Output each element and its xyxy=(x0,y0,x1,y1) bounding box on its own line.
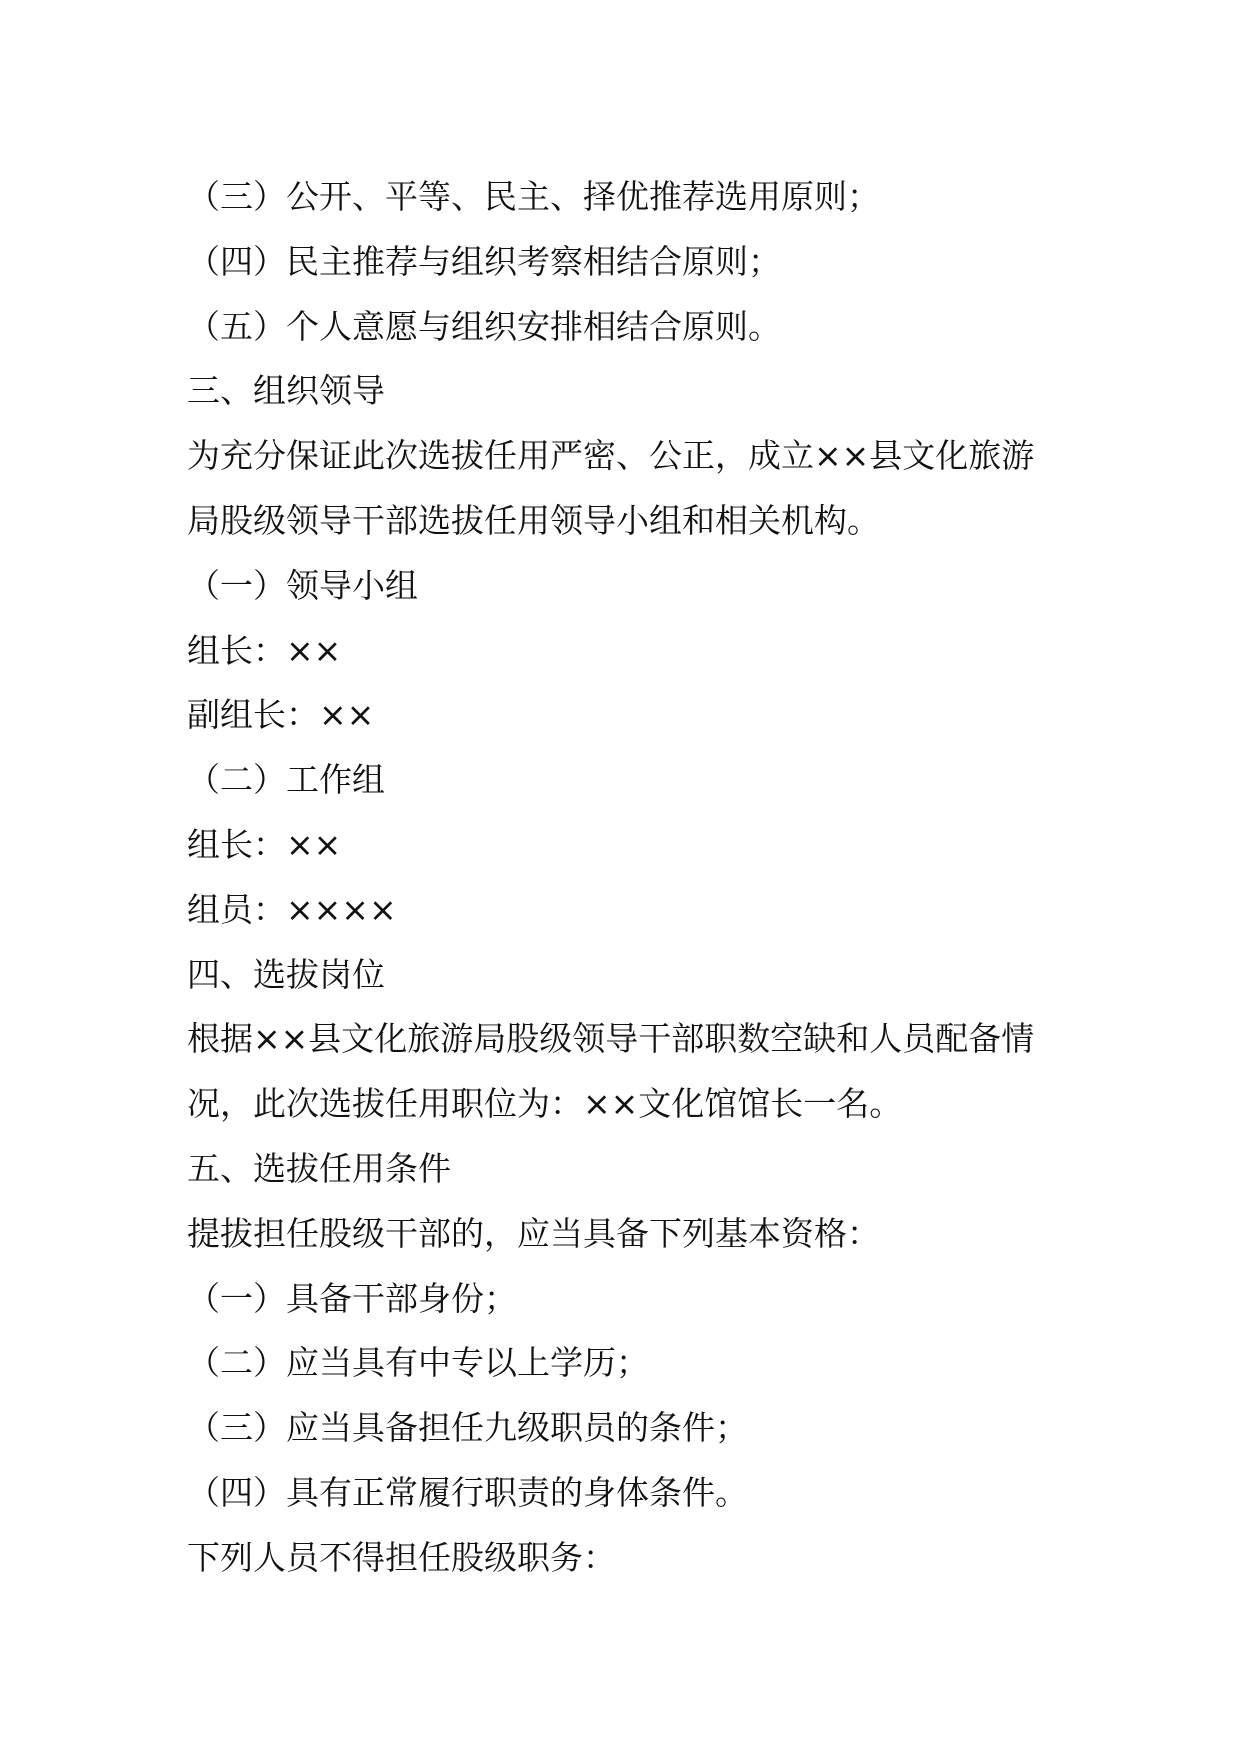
paragraph-line: 局股级领导干部选拔任用领导小组和相关机构。 xyxy=(187,500,880,540)
subheading-leading-group: （一）领导小组 xyxy=(187,565,418,605)
section-heading-organization: 三、组织领导 xyxy=(187,371,385,411)
condition-3: （三）应当具备担任九级职员的条件； xyxy=(187,1408,748,1448)
principle-5: （五）个人意愿与组织安排相结合原则。 xyxy=(187,306,781,346)
document-body xyxy=(187,165,1067,1591)
section-heading-positions: 四、选拔岗位 xyxy=(187,954,385,994)
paragraph-line: 下列人员不得担任股级职务： xyxy=(187,1537,616,1577)
principle-3: （三）公开、平等、民主、择优推荐选用原则； xyxy=(187,177,880,216)
condition-2: （二）应当具有中专以上学历； xyxy=(187,1343,649,1383)
paragraph-line: 为充分保证此次选拔任用严密、公正，成立××县文化旅游 xyxy=(187,436,1035,476)
condition-1: （一）具备干部身份； xyxy=(187,1278,517,1318)
leader-entry: 组长：×× xyxy=(187,630,342,670)
condition-4: （四）具有正常履行职责的身体条件。 xyxy=(187,1472,748,1512)
member-entry: 组员：×××× xyxy=(187,889,397,929)
paragraph-line: 根据××县文化旅游局股级领导干部职数空缺和人员配备情 xyxy=(187,1019,1035,1059)
deputy-leader-entry: 副组长：×× xyxy=(187,695,375,735)
paragraph-line: 提拔担任股级干部的，应当具备下列基本资格： xyxy=(187,1213,880,1253)
paragraph-line: 况，此次选拔任用职位为：××文化馆馆长一名。 xyxy=(187,1084,903,1124)
subheading-working-group: （二）工作组 xyxy=(187,760,385,800)
section-heading-conditions: 五、选拔任用条件 xyxy=(187,1148,451,1188)
principle-4: （四）民主推荐与组织考察相结合原则； xyxy=(187,241,781,281)
leader-entry: 组长：×× xyxy=(187,824,342,864)
